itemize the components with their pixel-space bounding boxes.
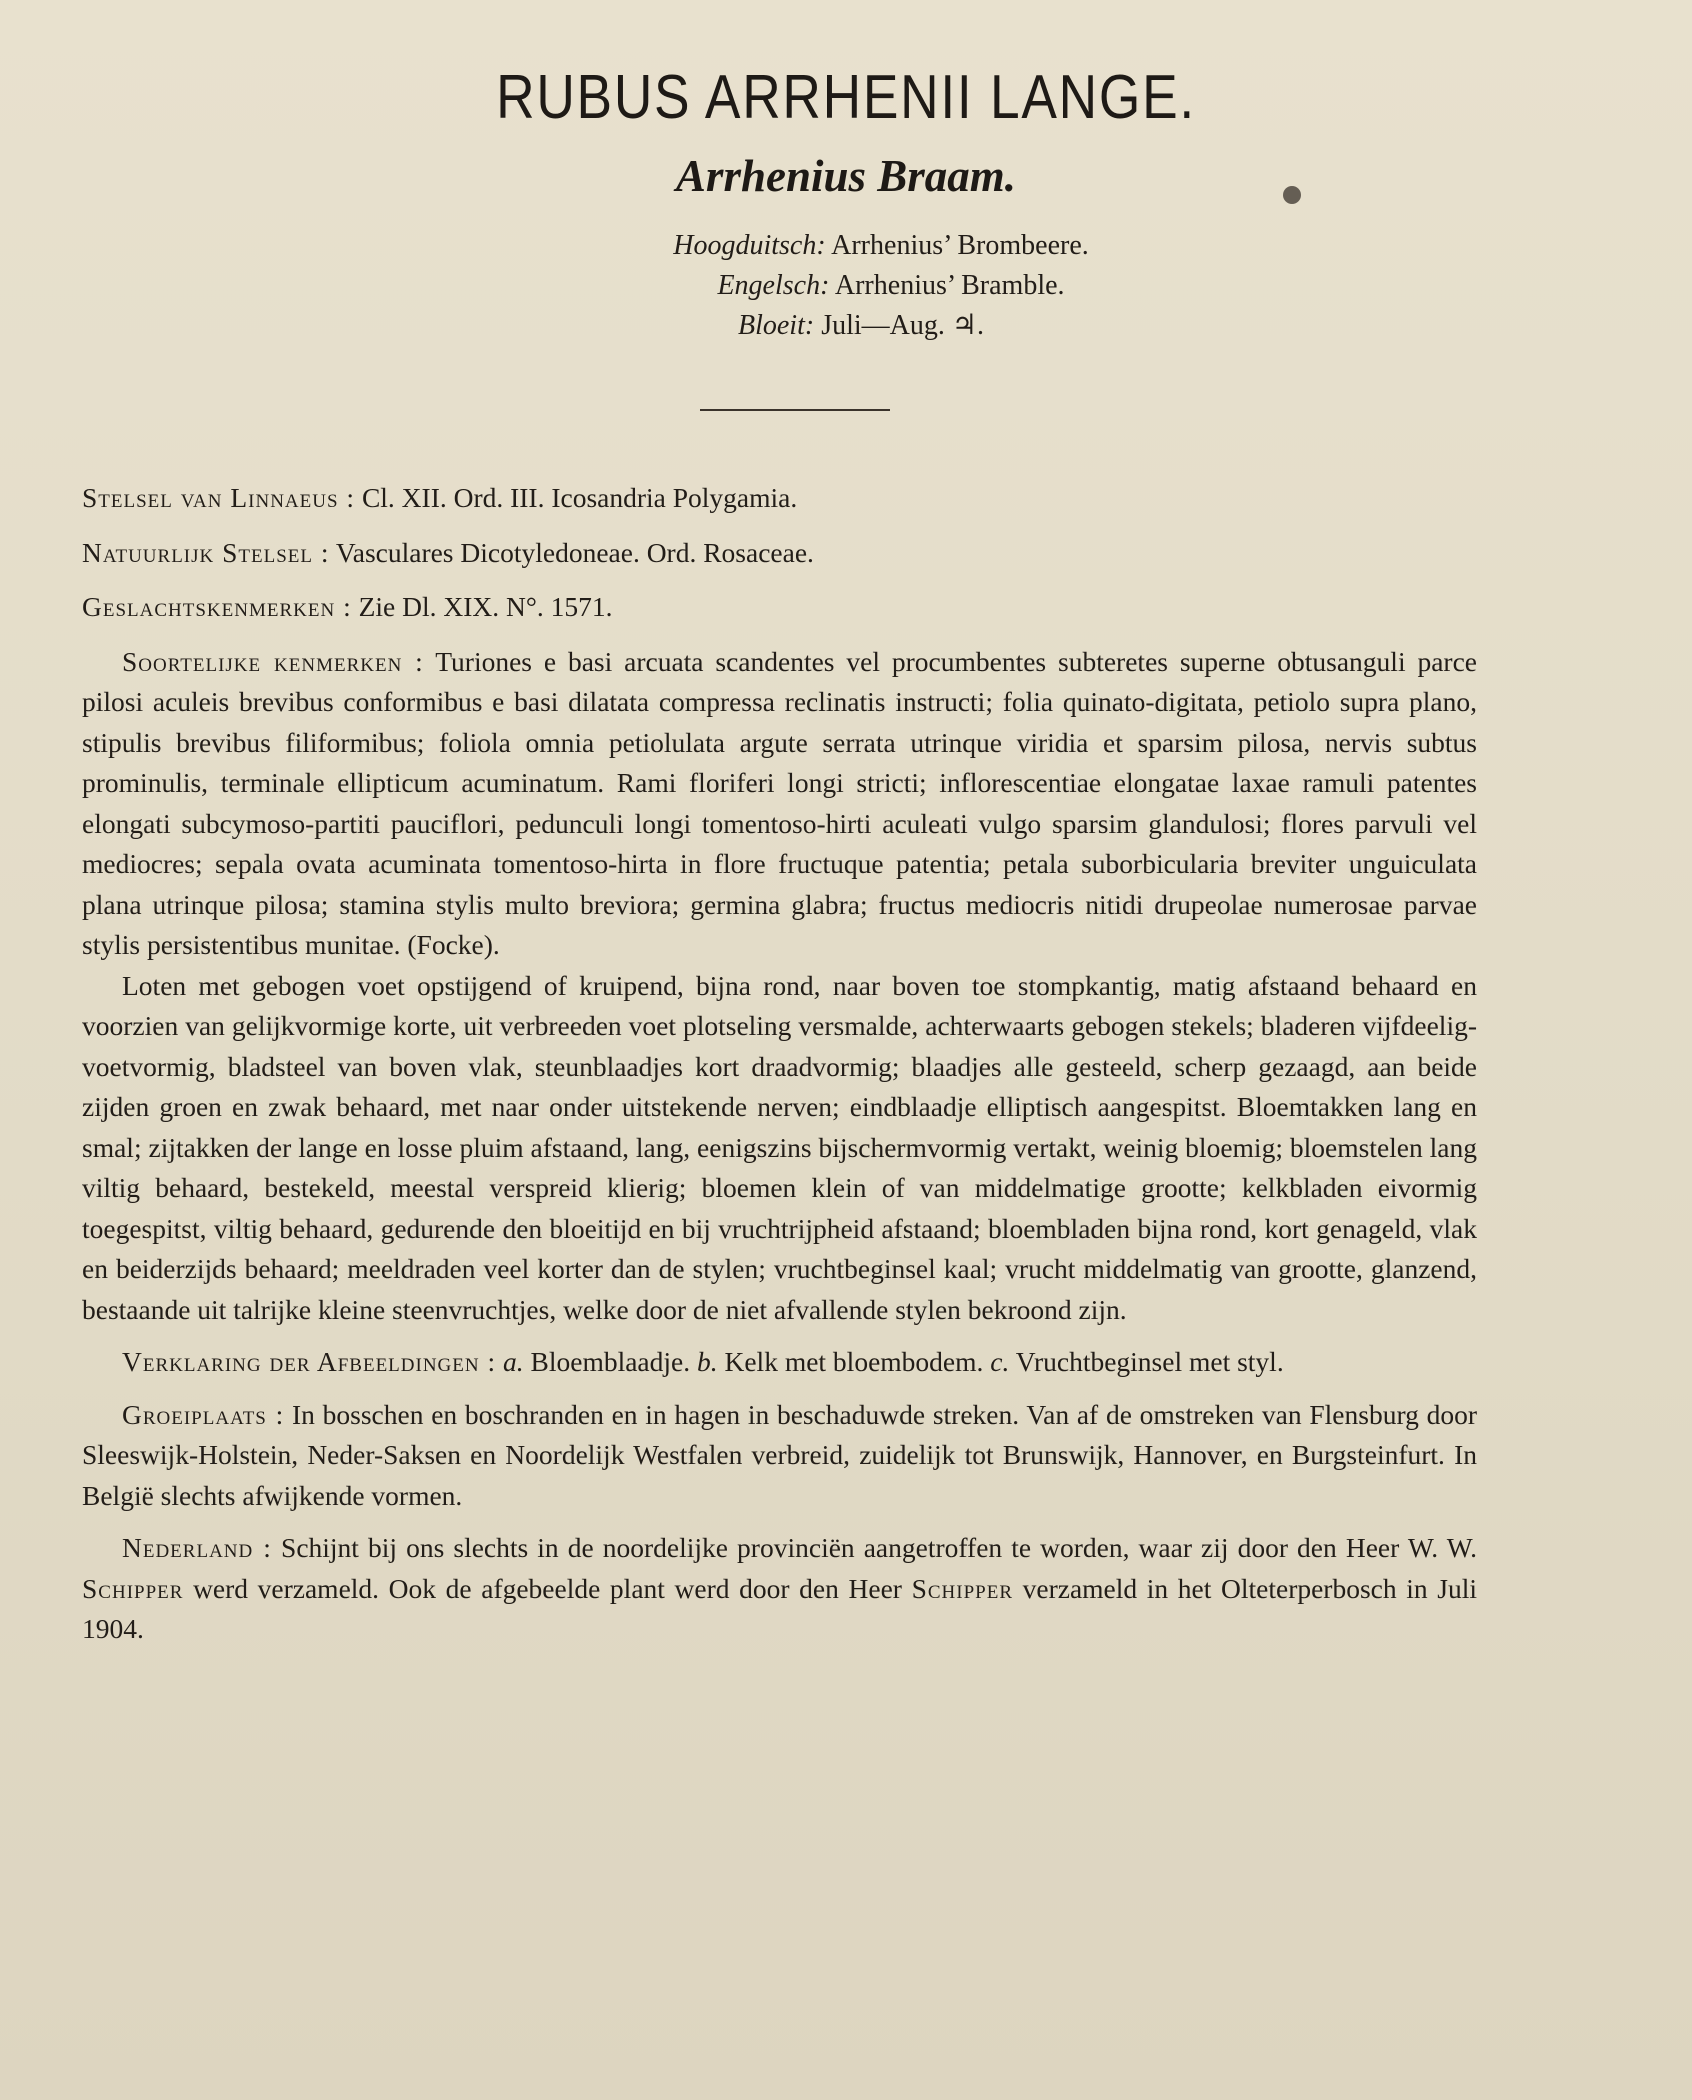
section-geslacht bbox=[82, 587, 1477, 628]
section-groeiplaats bbox=[82, 1395, 1477, 1517]
name-label: Hoogduitsch: bbox=[673, 230, 826, 261]
section-natuurlijk bbox=[82, 533, 1477, 574]
name-text: Arrhenius’ Brombeere. bbox=[831, 230, 1089, 261]
section-verklaring bbox=[82, 1342, 1477, 1383]
page-subtitle: Arrhenius Braam. bbox=[675, 151, 1017, 201]
figure-text: Kelk met bloembodem. bbox=[724, 1346, 984, 1377]
flowering-time bbox=[30, 306, 1692, 346]
section-soortelijk bbox=[82, 642, 1477, 966]
figure-text: Bloemblaadje. bbox=[530, 1346, 691, 1377]
name-label: Bloeit: bbox=[738, 310, 815, 341]
section-label: Geslachtskenmerken : bbox=[82, 591, 352, 622]
section-text: Cl. XII. Ord. III. Icosandria Polygamia. bbox=[361, 482, 798, 513]
name-label: Engelsch: bbox=[717, 270, 830, 301]
collector-name: Schipper bbox=[911, 1572, 1013, 1604]
section-label: Nederland : bbox=[122, 1532, 272, 1563]
section-text: In bosschen en boschranden en in hagen in beschaduwde streken. Van af de omstreken van Flensburg door Sleeswijk-Holstein, Neder-Saksen en Noordelijk Westfalen verbreid, zuidelijk tot Brunswijk, Hannover, en Burgsteinfurt. In België slechts afwijkende vormen. bbox=[82, 1398, 1478, 1511]
section-label: Verklaring der Afbeeldingen : bbox=[122, 1346, 497, 1377]
section-label: Natuurlijk Stelsel : bbox=[82, 536, 330, 568]
section-text: Schijnt bij ons slechts in de noordelijke provinciën aangetroffen te worden, waar zij door den Heer W. W. bbox=[281, 1532, 1478, 1563]
name-english bbox=[90, 266, 1692, 306]
figure-key: c. bbox=[990, 1346, 1010, 1377]
figure-text: Vruchtbeginsel met styl. bbox=[1015, 1346, 1284, 1377]
collector-name: Schipper bbox=[82, 1572, 184, 1604]
vernacular-names bbox=[0, 226, 1692, 346]
section-text: verzameld in het Olteterperbosch in Juli 1904. bbox=[82, 1572, 1477, 1644]
name-german bbox=[70, 226, 1692, 266]
section-label: Stelsel van Linnaeus : bbox=[82, 482, 356, 513]
document-body bbox=[82, 478, 1477, 1650]
section-text: Turiones e basi arcuata scandentes vel procumbentes subteretes superne obtusanguli parce pilosi aculeis brevibus conformibus e basi dilatata compressa reclinatis instructi; folia quinato-digitata, petiolo supra plano, stipulis brevibus filiformibus; foliola omnia petiolulata argute serrata utrinque viridia et sparsim pilosa, nervis subtus prominulis, terminale ellipticum acuminatum. Rami floriferi longi stricti; inflorescentiae elongatae laxae ramuli patentes elongati subcymoso-partiti pauciflori, pedunculi longi tomentoso-hirti aculeati vulgo sparsim glandulosi; flores parvuli vel mediocres; sepala ovata acuminata tomentoso-hirta in flore fructuque patentia; petala suborbicularia breviter unguiculata plana utrinque pilosa; stamina stylis multo breviora; germina glabra; fructus mediocris nitidi drupeolae numerosae parvae stylis persistentibus munitae. (Focke). bbox=[82, 645, 1477, 960]
section-label: Soortelijke kenmerken : bbox=[122, 645, 424, 677]
section-label: Groeiplaats : bbox=[122, 1398, 285, 1430]
figure-key: b. bbox=[696, 1346, 718, 1377]
section-text: werd verzameld. Ook de afgebeelde plant werd door den Heer bbox=[193, 1572, 902, 1604]
page-title: RUBUS ARRHENII LANGE. bbox=[496, 63, 1196, 132]
name-text: Arrhenius’ Bramble. bbox=[834, 270, 1065, 301]
section-linnaeus bbox=[82, 478, 1477, 519]
divider-rule bbox=[700, 409, 890, 411]
section-nederland bbox=[82, 1528, 1477, 1650]
section-text: Vasculares Dicotyledoneae. Ord. Rosaceae. bbox=[335, 536, 814, 568]
figure-key: a. bbox=[503, 1346, 524, 1377]
name-text: Juli—Aug. ♃. bbox=[821, 310, 984, 341]
ink-spot bbox=[1283, 186, 1301, 204]
section-beschrijving: Loten met gebogen voet opstijgend of kruipend, bijna rond, naar boven toe stompkantig, matig afstaand behaard en voorzien van gelijkvormige korte, uit verbreeden voet plotseling versmalde, achterwaarts gebogen stekels; bladeren vijfdeelig-voetvormig, bladsteel van boven vlak, steunblaadjes kort draadvormig; blaadjes alle gesteeld, scherp gezaagd, aan beide zijden groen en zwak behaard, met naar onder uitstekende nerven; eindblaadje elliptisch aangespitst. Bloemtakken lang en smal; zijtakken der lange en losse pluim afstaand, lang, eenigszins bijschermvormig vertakt, weinig bloemig; bloemstelen lang viltig behaard, bestekeld, meestal verspreid klierig; bloemen klein of van middelmatige grootte; kelkbladen eivormig toegespitst, viltig behaard, gedurende den bloeitijd en bij vruchtrijpheid afstaand; bloembladen bijna rond, kort genageld, vlak en beiderzijds behaard; meeldraden veel korter dan de stylen; vruchtbeginsel kaal; vrucht middelmatig van grootte, glanzend, bestaande uit talrijke kleine steenvruchtjes, welke door de niet afvallende stylen bekroond zijn. bbox=[82, 969, 1477, 1325]
section-text: Zie Dl. XIX. N°. 1571. bbox=[358, 591, 613, 622]
